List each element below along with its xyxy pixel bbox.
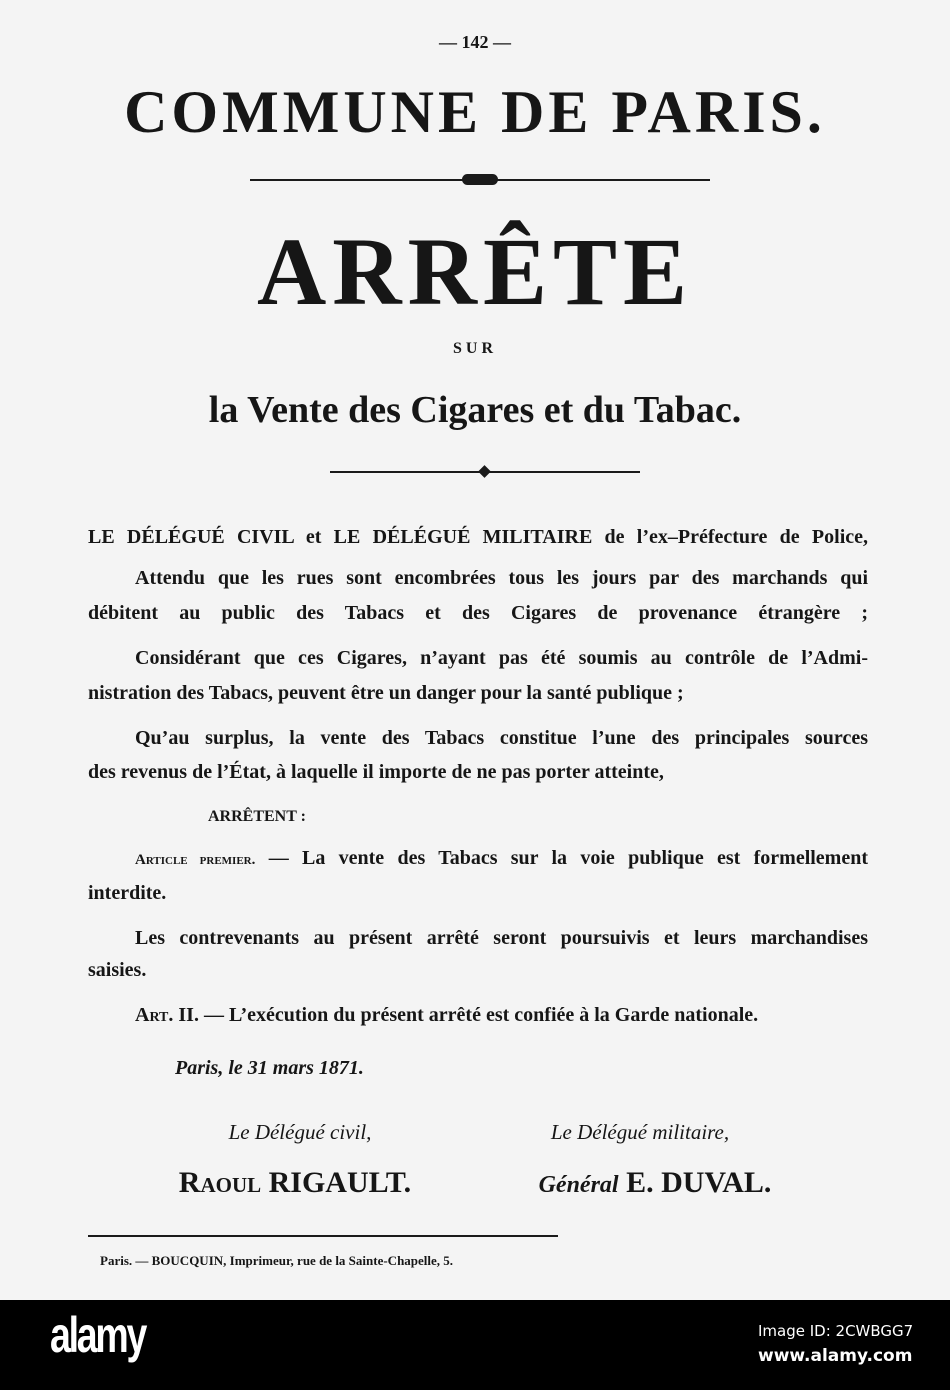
body-line: nistration des Tabacs, peuvent être un danger pour la santé publique ;: [88, 682, 684, 704]
signature-title: Général: [538, 1172, 619, 1198]
body-line: Considérant que ces Cigares, n’ayant pas été soumis au contrôle de l’Admi-: [135, 647, 868, 669]
body-line: débitent au public des Tabacs et des Cigares de provenance étrangère ;: [88, 602, 868, 624]
article-2: [135, 1003, 758, 1027]
signature-name-duval: E. DUVAL.: [626, 1166, 772, 1199]
body-line: Qu’au surplus, la vente des Tabacs constitue l’une des principales sources: [135, 727, 868, 749]
watermark-bar: [0, 1300, 950, 1390]
alamy-logo: alamy: [50, 1307, 146, 1363]
body-line: Les contrevenants au présent arrêté seront poursuivis et leurs marchandises: [135, 927, 868, 949]
arretent-label: ARRÊTENT :: [208, 808, 306, 825]
body-line: interdite.: [88, 882, 167, 904]
article-1: [135, 846, 868, 872]
signature-duval: [505, 1166, 805, 1200]
signature-role-militaire: Le Délégué militaire,: [550, 1120, 730, 1144]
body-line: Attendu que les rues sont encombrées tous les jours par des marchands qui: [135, 567, 868, 589]
body-line: des revenus de l’État, à laquelle il importe de ne pas porter atteinte,: [88, 761, 664, 783]
body-line: LE DÉLÉGUÉ CIVIL et LE DÉLÉGUÉ MILITAIRE de l’ex–Préfecture de Police,: [88, 526, 868, 548]
header-title: COMMUNE DE PARIS.: [124, 79, 826, 145]
article-1-text: — La vente des Tabacs sur la voie publique est formellement: [268, 847, 869, 869]
page-number: — 142 —: [439, 32, 511, 52]
article-2-text: — L’exécution du présent arrêté est confiée à la Garde nationale.: [203, 1004, 759, 1026]
signature-name-rigault: Raoul RIGAULT.: [178, 1166, 412, 1199]
image-id: Image ID: 2CWBGG7: [758, 1322, 914, 1340]
signature-role-civil: Le Délégué civil,: [228, 1120, 372, 1144]
article-1-label: Article premier.: [135, 852, 256, 868]
printer-line: Paris. — BOUCQUIN, Imprimeur, rue de la Sainte-Chapelle, 5.: [100, 1253, 454, 1268]
subtitle: la Vente des Cigares et du Tabac.: [208, 389, 742, 431]
footer-rule: [88, 1235, 558, 1237]
body-line: saisies.: [88, 959, 147, 981]
alamy-url: www.alamy.com: [758, 1346, 913, 1366]
date-line: Paris, le 31 mars 1871.: [175, 1057, 364, 1079]
document-title: ARRÊTE: [256, 218, 694, 325]
sur-label: SUR: [452, 340, 497, 357]
article-2-label: Art. II.: [135, 1004, 199, 1026]
